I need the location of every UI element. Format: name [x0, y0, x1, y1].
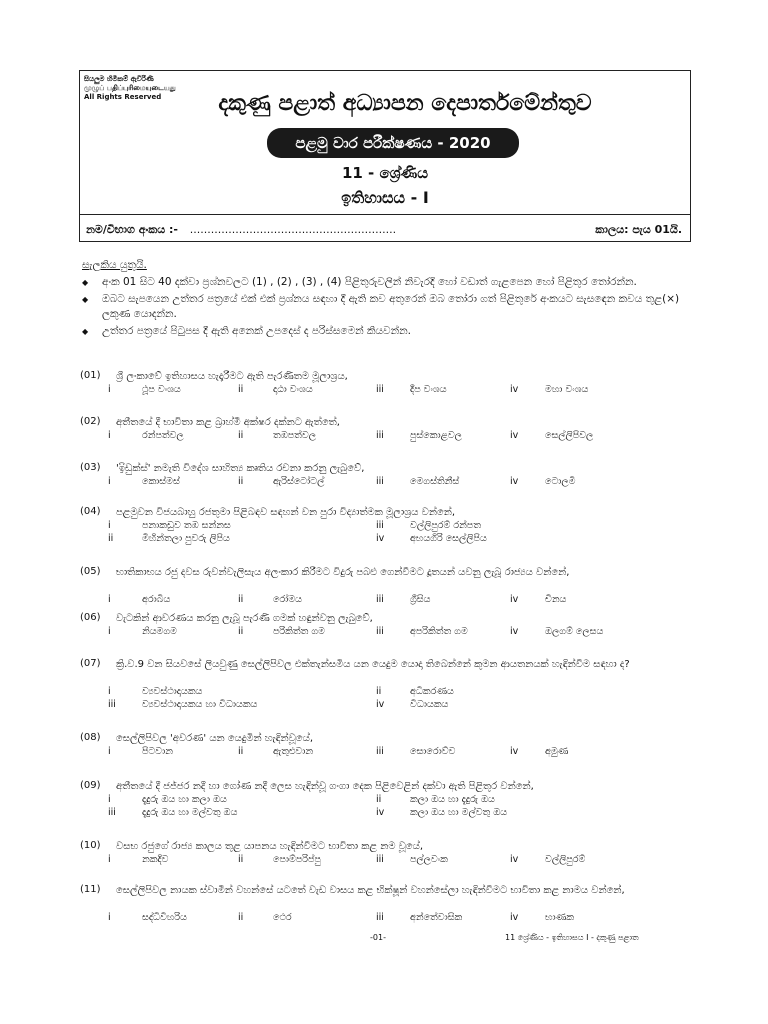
option-numeral: iii — [108, 699, 116, 710]
instructions-title: සැලකිය යුතුයි. — [82, 259, 147, 271]
option-text: අභයගිරි සෙල්ලිපිය — [410, 533, 487, 544]
option-numeral: i — [108, 430, 111, 441]
name-label: නම/විභාග අංකය :- — [86, 223, 178, 236]
question-text: වසභ රජුගේ රාජ්‍ය කාලය තුළ යාපනය හැඳින්වීමට භාවිතා කළ නම වූයේ, — [116, 841, 424, 852]
instruction-item — [82, 324, 694, 339]
instruction-item — [82, 275, 694, 290]
option-numeral: iii — [376, 912, 384, 923]
option-text: රන්පත්වල — [142, 430, 184, 441]
option-numeral: ii — [238, 746, 244, 757]
option-text: ග්‍රීසිය — [410, 594, 431, 605]
option-text: අරාබිය — [142, 594, 171, 605]
option-text: ව්‍යවස්ථාදායකය — [142, 686, 203, 697]
option-text: මහා වංශය — [545, 384, 589, 395]
question-text: ක්‍රි.ව.9 වන සියවසේ ලියවුණු සෙල්ලිපිවල එක්තැන්සමිය යන යෙදුම යොදා තිබෙන්නේ කුමන ආයතනයක් හැඳින්වීම සඳහා ද? — [116, 659, 630, 670]
option-numeral: iv — [510, 912, 519, 923]
option-text: අන්තේවාසික — [410, 912, 463, 923]
question-text: ශ්‍රී ලංකාවේ ඉතිහාසය හැදෑරීමට ඇති පැරණිතම මූලාශ්‍රය, — [116, 371, 348, 382]
option-text: මෙගස්තිනීස් — [410, 476, 460, 487]
question-number: (07) — [80, 658, 101, 669]
footer-label: 11 ශ්‍රේණිය - ඉතිහාසය I - දකුණු පළාත — [505, 933, 639, 942]
option-numeral: iv — [510, 430, 519, 441]
option-numeral: i — [108, 626, 111, 637]
question-text: වැටකින් ආවරණය කරනු ලැබූ පැරණි ගමක් හඳුන්වනු ලැබුවේ, — [116, 613, 373, 624]
option-text: ථෙර — [273, 912, 292, 923]
question-number: (03) — [80, 462, 101, 473]
grade-label: 11 - ශ්‍රේණිය — [341, 164, 429, 182]
question-text: 'ඉිඩුක්ස්' නමැති විදේශ සාහිත්‍ය කෘතිය රචනා කරනු ලැබුවේ, — [116, 463, 365, 474]
option-text: භාණක — [545, 912, 574, 923]
option-text: රෝමය — [273, 594, 302, 605]
option-numeral: ii — [238, 384, 244, 395]
option-numeral: iv — [376, 699, 385, 710]
option-text: දැදුරු ඔය හා කලා ඔය — [142, 794, 227, 805]
option-text: ඇතුළුවාන — [273, 746, 314, 757]
question-text: සෙල්ලිපිවල නායක ස්වාමීන් වහන්සේ යටතේ වැඩ වාසය කළ භික්ෂූන් වහන්සේලා හැඳින්වීමට භාවිතා කළ නාමය වන්නේ, — [116, 885, 625, 896]
option-numeral: i — [108, 794, 111, 805]
option-text: පරිකිත්ත ගම — [273, 626, 325, 637]
option-numeral: iii — [376, 854, 384, 865]
option-text: සද්ධිවිහරිය — [142, 912, 187, 923]
department-title: දකුණු පළාත් අධ්‍යාපන දෙපාර්තමේන්තුව — [218, 91, 592, 116]
option-numeral: ii — [108, 533, 114, 544]
option-numeral: i — [108, 686, 111, 697]
option-numeral: ii — [238, 476, 244, 487]
option-text: පල්ලවංක — [410, 854, 448, 865]
option-text: වල්ලිපුරම් රන්පත — [410, 520, 481, 531]
option-text: සෙල්ලිපිවල — [545, 430, 594, 441]
option-numeral: iii — [376, 384, 384, 395]
question-number: (04) — [80, 506, 101, 517]
page-number: -01- — [370, 933, 386, 942]
name-blank: ........................................................... — [189, 223, 397, 236]
option-text: අමුණ — [545, 746, 569, 757]
option-numeral: iv — [510, 626, 519, 637]
time-allowed: කාලය: පැය 01යි. — [595, 223, 682, 236]
option-text: ව්‍යවස්ථාදායකය හා විධායකය — [142, 699, 258, 710]
exam-title-badge: පළමු වාර පරීක්ෂණය - 2020 — [267, 128, 519, 158]
option-numeral: iv — [376, 533, 385, 544]
question-number: (06) — [80, 612, 101, 623]
option-text: ථූප වංශය — [142, 384, 181, 395]
question-text: භාතිකාභය රජු දවස රුවන්වැලිසැය අලංකාර කිරීමට විදුරු පබළු ගෙන්වීමට දූතයන් යවනු ලැබූ රාජ්‍යය වන්නේ, — [116, 567, 570, 578]
option-numeral: iii — [376, 626, 384, 637]
option-numeral: i — [108, 520, 111, 531]
option-text: පුස්කොළවල — [410, 430, 462, 441]
option-numeral: i — [108, 746, 111, 757]
option-numeral: iv — [510, 384, 519, 395]
bullet-icon: ◆ — [82, 327, 89, 336]
subject-label: ඉතිහාසය - I — [341, 188, 429, 207]
option-numeral: ii — [238, 594, 244, 605]
instructions — [82, 258, 694, 341]
header-divider — [80, 214, 690, 215]
option-numeral: iii — [376, 476, 384, 487]
question-number: (01) — [80, 370, 101, 381]
name-field — [86, 223, 396, 237]
option-text: ඇරිස්ටෝටල් — [273, 476, 325, 487]
question-number: (08) — [80, 732, 101, 743]
option-text: ඔලගම් ලෙසය — [545, 626, 604, 637]
option-numeral: i — [108, 594, 111, 605]
option-numeral: ii — [376, 794, 382, 805]
option-numeral: ii — [238, 912, 244, 923]
option-text: කලා ඔය හා දැදුරු ඔය — [410, 794, 495, 805]
option-text: චීනය — [545, 594, 567, 605]
option-numeral: iv — [510, 746, 519, 757]
question-number: (02) — [80, 416, 101, 427]
copyright-sinhala: සියලුම හිමිකම් ඇවිරිණි — [84, 75, 154, 83]
option-numeral: i — [108, 384, 111, 395]
option-numeral: iii — [108, 807, 116, 818]
option-text: සොරොව්ව — [410, 746, 456, 757]
instruction-text: උත්තර පත්‍රයේ පිටුපස දී ඇති අනෙක් උපදෙස් ද පරිස්සමෙන් කියවන්න. — [102, 325, 412, 337]
option-numeral: i — [108, 854, 111, 865]
option-numeral: iii — [376, 430, 384, 441]
option-numeral: ii — [238, 626, 244, 637]
option-numeral: iii — [376, 594, 384, 605]
option-text: දීප වංශය — [410, 384, 447, 395]
copyright-english: All Rights Reserved — [84, 93, 162, 101]
option-numeral: iv — [510, 854, 519, 865]
option-text: ටොලමි — [545, 476, 576, 487]
option-numeral: i — [108, 912, 111, 923]
option-numeral: i — [108, 476, 111, 487]
option-text: කලා ඔය හා මල්වතු ඔය — [410, 807, 508, 818]
question-text: පළමුවන විජයබාහු රජතුමා පිළිබඳව සඳහන් වන පුරා විද්‍යාත්මක මූලාශ්‍රය වන්නේ, — [116, 507, 456, 518]
question-number: (10) — [80, 840, 101, 851]
option-numeral: ii — [238, 430, 244, 441]
option-text: තඹපත්වල — [273, 430, 316, 441]
option-text: මිහින්තලා පුවරු ලිපිය — [142, 533, 230, 544]
exam-header — [79, 70, 691, 242]
copyright-tamil: முழுப் பதிப்புரிமையுடையது — [84, 84, 176, 92]
option-text: දාඨා වංශය — [273, 384, 313, 395]
option-numeral: iv — [510, 476, 519, 487]
option-text: දැදුරු ඔය හා මල්වතු ඔය — [142, 807, 238, 818]
option-numeral: iv — [376, 807, 385, 818]
option-text: අපරිකිත්ත ගම — [410, 626, 468, 637]
option-text: වල්ලිපුරම් — [545, 854, 586, 865]
option-text: අධිකරණය — [410, 686, 454, 697]
question-text: අතීතයේ දී ජජ්ජර නදී හා ගෝණ නදී ලෙස හැඳින්වූ ගංගා දෙක පිළිවෙළින් දක්වා ඇති පිළිතුර වන්නේ, — [116, 781, 534, 792]
instruction-text: ඔබට සැපයෙන උත්තර පත්‍රයේ එක් එක් ප්‍රශ්නය සඳහා දී ඇති කව අතුරෙන් ඔබ තෝරා ගත් පිළිතුරේ අංකයට සැසඳෙන කවය තුළ(×) ලකුණ යොදන්න. — [102, 293, 680, 320]
bullet-icon: ◆ — [82, 295, 89, 304]
bullet-icon: ◆ — [82, 278, 89, 287]
option-text: පොම්පරිප්පු — [273, 854, 321, 865]
question-number: (11) — [80, 884, 101, 895]
option-numeral: ii — [376, 686, 382, 697]
question-text: අතීතයේ දී භාවිතා කළ බ්‍රාහ්මී අක්ෂර දක්නට ඇත්තේ, — [116, 417, 340, 428]
question-number: (09) — [80, 780, 101, 791]
instruction-text: අංක 01 සිට 40 දක්වා ප්‍රශ්නවලට (1) , (2) , (3) , (4) පිළිතුරුවලින් නිවැරදි හෝ වඩාත් ගැළපෙන හෝ පිළිතුර තෝරන්න. — [102, 276, 637, 288]
option-numeral: iv — [510, 594, 519, 605]
option-numeral: ii — [238, 854, 244, 865]
question-text: සෙල්ලිපිවල 'අවරණ' යන යෙදුමින් හැඳින්වූයේ, — [116, 733, 313, 744]
option-text: කොස්මස් — [142, 476, 180, 487]
option-numeral: iii — [376, 746, 384, 757]
option-text: පිටවාන — [142, 746, 173, 757]
option-text: නියමගම — [142, 626, 177, 637]
question-number: (05) — [80, 566, 101, 577]
option-text: නකදිව — [142, 854, 169, 865]
option-numeral: iii — [376, 520, 384, 531]
option-text: විධායකය — [410, 699, 449, 710]
option-text: පනාකඩුව තඹ සන්නස — [142, 520, 231, 531]
instruction-item — [82, 292, 694, 322]
